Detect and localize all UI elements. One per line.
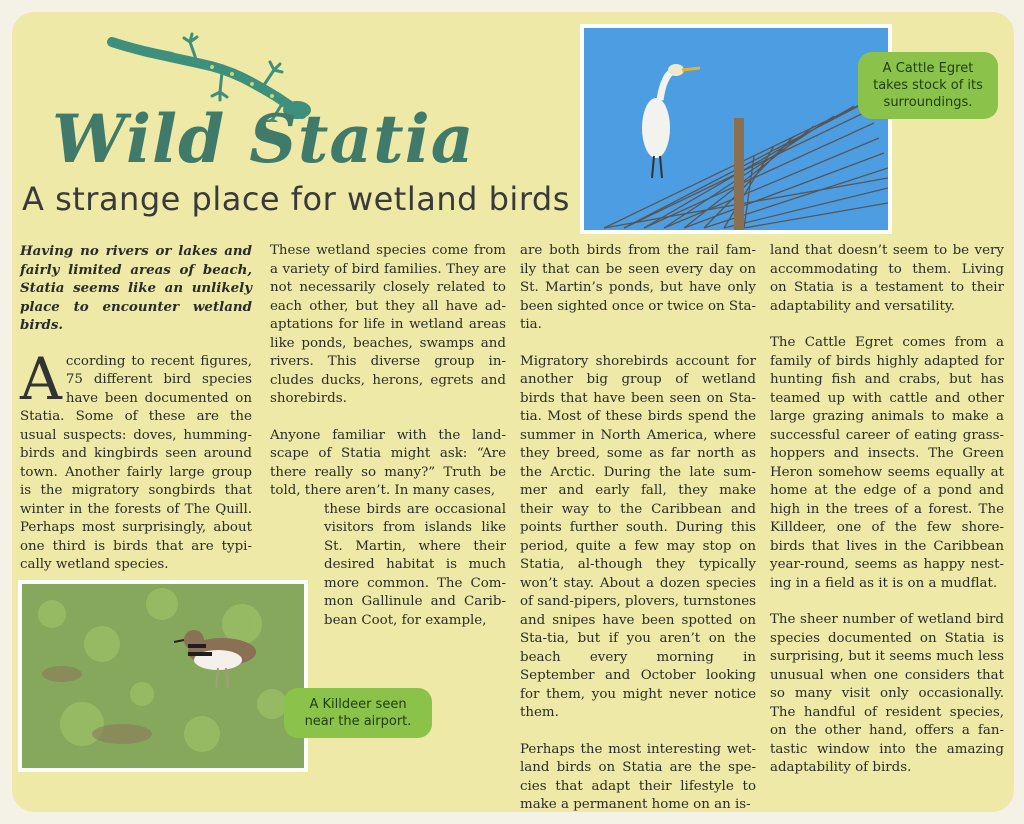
article-column-2: [270, 242, 506, 648]
article-paragraph: The Cattle Egret comes from a family of birds highly adapted for hunting fish and crabs, but has teamed up with cattle and other large grazing animals to make a successful career of eating grass-hoppers and insects. The Green Heron somehow seems equally at home at the edge of a pond and high in the trees of a forest. The Killdeer, one of the few shore-birds that lives in the Caribbean year-round, seems as happy nest-ing in a field as it is on a mudflat.: [770, 335, 1004, 591]
article-paragraph: are both birds from the rail fam-ily that can be seen every day on St. Martin’s ponds, but have only been sighted once or twice on Sta-tia.: [520, 243, 756, 332]
cattle-egret-photo: [580, 24, 892, 234]
paragraph-text: ccording to recent figures, 75 different bird species have been documented on Statia. Some of these are the usual suspects: doves, humming-birds and kingbirds seen around town. Another fairly large group is the migratory songbirds that winter in the forests of The Quill. Perhaps most surprisingly, about one third is birds that are typi-cally wetland species.: [20, 353, 252, 572]
masthead-title: Wild Statia: [52, 100, 475, 178]
killdeer-photo: [18, 580, 308, 772]
article-column-4: [770, 242, 1004, 796]
egret-caption: A Cattle Egret takes stock of its surroundings.: [858, 52, 998, 119]
article-paragraph: The sheer number of wetland bird species documented on Statia is surprising, but it seems much less unusual when one considers that so many visit only occasionally. The handful of resident species, on the other hand, offers a fan-tastic window into the amazing adaptability of birds.: [770, 612, 1004, 775]
killdeer-image: [22, 584, 304, 768]
article-paragraph: Perhaps the most interesting wet-land birds on Statia are the spe-cies that adapt their lifestyle to make a permanent home on an is-: [520, 741, 756, 812]
masthead: [22, 22, 602, 242]
article-paragraph: These wetland species come from a variety of bird families. They are not necessarily closely related to each other, but they all have ad-aptations for life in wetland areas like ponds, beaches, swamps and rivers. This diverse group in-cludes ducks, herons, egrets and shorebirds.: [270, 243, 506, 406]
article-lead: Having no rivers or lakes and fairly limited areas of beach, Statia seems like an unlikely place to encounter wetland birds.: [20, 243, 252, 333]
article-column-1: [20, 242, 252, 593]
article-paragraph-wrap: these birds are occasional visitors from islands like St. Martin, where their desired habitat is much more common. The Com-mon Gallinule and Carib-bean Coot, for example,: [324, 501, 506, 628]
newspaper-page: [12, 12, 1014, 812]
article-paragraph: land that doesn’t seem to be very accommodating to them. Living on Statia is a testament to their adaptability and versatility.: [770, 243, 1004, 314]
article-column-3: [520, 242, 756, 812]
drop-cap: A: [20, 344, 62, 413]
article-paragraph: Migratory shorebirds account for another big group of wetland birds that have been seen on Sta-tia. Most of these birds spend the summer in North America, where they breed, some as far north as the Arctic. During the late sum-mer and early fall, they make their way to the Caribbean and points further south. During this period, quite a few may stop on Statia, al-though they typically won’t stay. About a dozen species of sand-pipers, plovers, turnstones and snipes have been spotted on Sta-tia, but if you aren’t on the beach every morning in September and October looking for them, you might never notice them.: [520, 353, 756, 720]
article-paragraph: [20, 344, 252, 575]
killdeer-caption: A Killdeer seen near the airport.: [284, 688, 432, 738]
article-headline: A strange place for wetland birds: [22, 180, 570, 218]
article-paragraph: Anyone familiar with the land-scape of Statia might ask: “Are there really so many?” Truth be told, there aren’t. In many cases,: [270, 427, 506, 498]
cattle-egret-image: [584, 28, 888, 230]
